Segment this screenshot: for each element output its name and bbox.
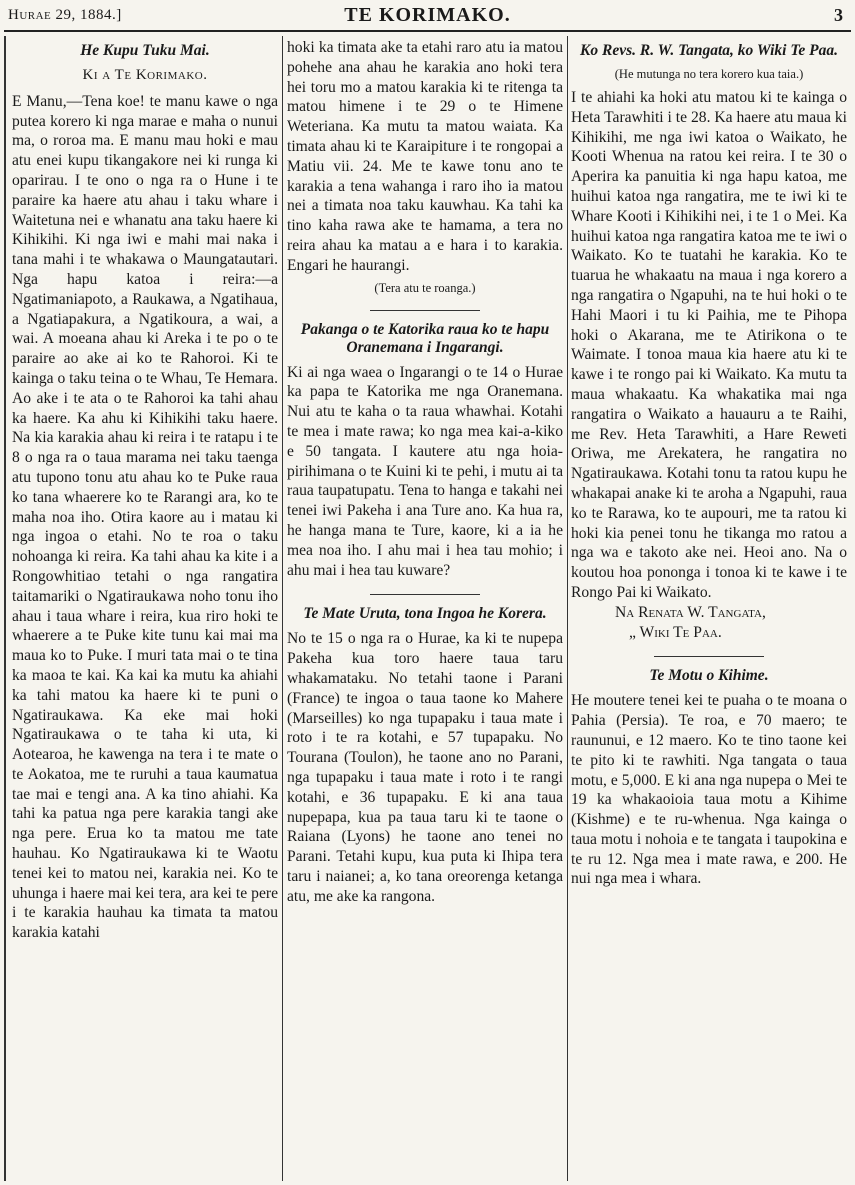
masthead <box>4 2 851 32</box>
signature-line-1: Na Renata W. Tangata, <box>615 603 766 621</box>
column-1 <box>12 38 278 1181</box>
article-heading-mate-uruta: Te Mate Uruta, tona Ingoa he Korera. <box>303 605 547 623</box>
letter-addressee: Ki a Te Korimako. <box>82 67 208 83</box>
column-2 <box>287 38 563 1181</box>
page-number: 3 <box>834 5 843 25</box>
letter-heading: He Kupu Tuku Mai. <box>80 42 210 59</box>
letter-continued-text: hoki ka timata ake ta etahi raro atu ia matou pohehe ana ahau he karakia ano hoki tera hei toru mo a matou karakia ki te ritenga ta matou himene i te 29 o te Himene Weteriana. Ka mutu ta matou waiata. Ka timata ahau ki te Karaipiture i te rongopai a Matiu vii. 24. Me te kawe tonu ano te karakia a tena wahanga i raro iho ia matou nei a timata noa taku kauwhau. Ka tahi ka tino kaha rawa ake te hamama, a tera no reira ahau ka matau a e hara i to karakia. Engari he haurangi. <box>287 39 563 274</box>
article-heading-pakanga: Pakanga o te Katorika raua ko te hapu Oranemana i Ingarangi. <box>300 320 550 356</box>
article-heading-kihime: Te Motu o Kihime. <box>649 667 769 685</box>
column-rule-1 <box>282 36 283 1181</box>
article-separator <box>654 656 764 657</box>
newspaper-title: TE KORIMAKO. <box>344 4 511 26</box>
signature-line-2: „ Wiki Te Paa. <box>629 623 722 641</box>
letter-body: E Manu,—Tena koe! te manu kawe o nga putea korero ki nga marae e maha o nunui ma, o roroa ma. E manu mau hoki e mau atu enei kupu tikangakore nei ki runga ki oparirau. I te ono o nga ra o Hune i te paraire ka haere atu ahau i taku whare i Waitetuna nei e whanatu ana taku haere ki Kihikihi. Ki nga iwi e mahi mai naka i tana mahi i te whakawa o Maungatautari. Nga hapu katoa i reira:—a Ngatimaniapoto, a Raukawa, a Ngatihaua, a Ngatiapakura, a Ngatikoura, a wai, a wai. A moeana ahau ki Areka i te po o te paraire ao ake ai ko te Rahoroi. Ki te kainga o taku teina o te Whau, Te Hemara. Ao ake i te ata o te Rahoroi ka tahi ahau ka haere. Ka ahu ki Kihikihi taku haere. Na kia karakia ahau ki reira i te ratapu i te 8 o nga ra o taua marama nei taku taenga atu tupono tonu atu ahau ko te Puke raua ko tana whaerere ko te Rarangi ara, ko te maha noa iho. Otira kaore au i matau ki nga ingoa o etahi. No te roa o taku nohoanga ki reira. Ka tahi ahau ka kite i a Rongowhitiao tetahi o nga rangatira taitamariki o Ngatiraukawa noho tonu iho ahau i taua whare i reira, kua riro hoki te whaerere a te Puke kite tunu kai mai ma maua ko to Puke. I muri tata mai o te tina ka maoa te kai. Ka kai ka mutu ka ahiahi ka tahi matou ka haere ki te puni o Ngatiraukawa. Ka eke mai hoki Ngatiraukawa o te taha ki uta, ki Aotearoa, he kawenga na tera i te mate o te Aokatoa, me te ruruhi a taua kaumatua tae mai e tengi ana. A ka tino ahiahi. Ka tahi ka patua nga pere karakia tangi ake nga pere. Erua ko ta matou me tate hauhau. Ko Ngatiraukawa ki te Waotu tenei kei to matou nei, karakia nei. Ko te uhunga i haere mai kei tera, ara kei te pere i te karakia hauhau ka timata ta matou karakia katahi <box>12 92 278 942</box>
article-separator <box>370 594 480 595</box>
issue-date: Hurae 29, 1884.] <box>8 7 122 23</box>
article-body-mate-uruta: No te 15 o nga ra o Hurae, ka ki te nupepa Pakeha kua toro haere taua taru whakamataku. No tetahi taone i Parani (France) te ingoa o taua taone ko Mahere (Marseilles) ko nga tupapaku i taua mate i roto i te ra kotahi, e 57 tupapaku. No Tourana (Toulon), he taone ano no Parani, nga tupapaku i taua mate i roto i te rangi kotahi, e 36 tupapaku. E ki ana taua nupepapa, kua pa taua taru ki te taone o Raiana (Lyons) he taone ano tenei no Parani. Tetahi kupu, kua puta ki Ihipa tera taru i naianei; a, ko tana oreorenga ketanga atu, me ake ka rangona. <box>287 630 563 905</box>
column-3 <box>571 38 847 1181</box>
article-body-pakanga: Ki ai nga waea o Ingarangi o te 14 o Hurae ka papa te Katorika me nga Oranemana. Nui atu te kaha o ta raua whawhai. Kotahi te mea i mate rawa; ko nga mea kai-a-kiko e 50 tangata. I kautere atu nga hoia-pirihimana o te Kuini ki te pehi, i mutu ai ta raua taupatupatu. Tena to hanga e takahi nei tenei iwi Pakeha i ana Ture ano. Ka hua ra, he hanga mana te Ture, kaore, ki a ia he mea noa iho. I ahu mai i hea tau mohio; i ahu mai i hea tau kuware? <box>287 363 563 579</box>
article-note-revs: (He mutunga no tera korero kua taia.) <box>614 67 804 81</box>
article-body-revs: I te ahiahi ka hoki atu matou ki te kainga o Heta Tarawhiti i te 28. Ka haere atu maua ki Kihikihi, me nga iwi katoa o Waikato, he Kooti Whenua na ratou kei reira. I te 30 o Aperira ka panuitia ki nga hapu katoa, me huihui katoa nga rangatira, me te iwi ki te Whare Kooti i Kihikihi nei, i te 1 o Mei. Ka huihui katoa nga rangatira katoa me te iwi o Waikato. Ko te tuatahi he karakia. Ko te tuarua he whakaatu na maua i nga korero a nga rangatira o Ngapuhi, na te hui hoki o te Hahi Maori i tu ki Paihia, me te Pihopa hoki o Akarana, me te Atirikona o te Waimate. I tonoa maua kia haere atu ki te kawe i te rongo pai ki Waikato. Ka mutu ta maua whakaatu. Ka whakatika mai nga rangatira o Waikato a hauauru a te Raihi, me Rev. Heta Tarawhiti, a Hare Reweti Oriwa, me Arekatera, he rangatira no Ngatiraukawa. Kotahi tonu ta ratou kupu he whakapai anake ki te aroha a Ngapuhi, raua ko te Rarawa, ko te aupouri, me ta ratou ki hoki kia penei tonu he tikanga mo ratou a nga wa e takoto ake nei. Heoi ano. Na o koutou hoa pononga i tonoa ki te kawe i te Rongo Pai ki Waikato. <box>571 89 847 601</box>
left-border-rule <box>4 36 6 1181</box>
column-rule-2 <box>567 36 568 1181</box>
article-body-kihime: He moutere tenei kei te puaha o te moana o Pahia (Persia). Te roa, e 70 maero; te raununui, e 12 maero. Ko te tino taone kei te pito ki te rawhiti. Nga tangata o taua motu, e 5,000. E ki ana nga nupepa o Mei te 19 ka whakaoioia taua motu a Kihime (Kishme) e te ru-whenua. Nga kainga o taua motu i nohoia e te tangata i taupokina e te ru 12. Nga mea i mate rawa, e 200. He nui nga mea i whara. <box>571 692 847 888</box>
continued-note: (Tera atu te roanga.) <box>374 280 476 295</box>
article-heading-revs: Ko Revs. R. W. Tangata, ko Wiki Te Paa. <box>580 42 838 59</box>
article-separator <box>370 310 480 311</box>
